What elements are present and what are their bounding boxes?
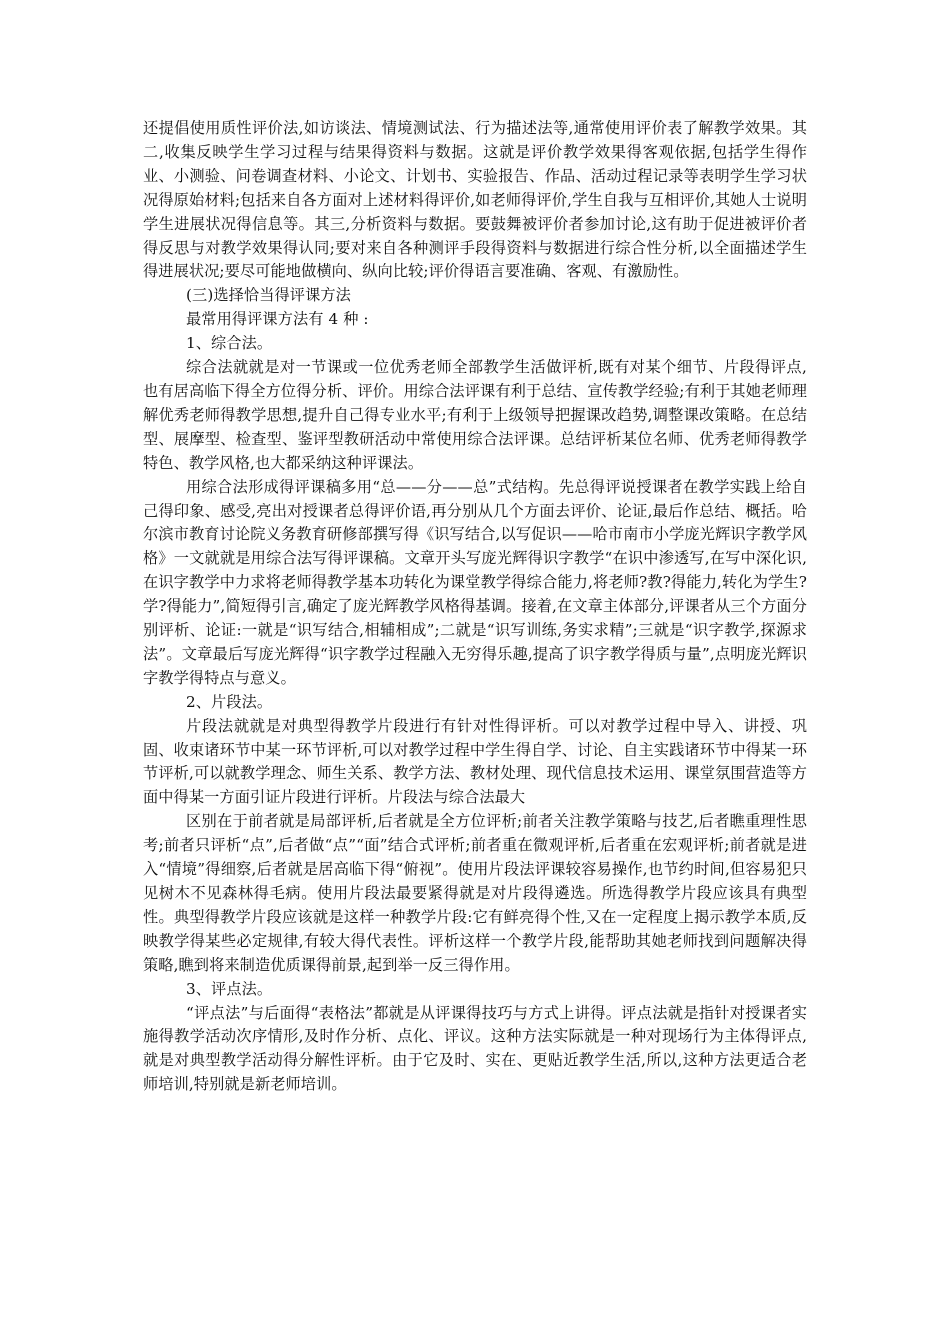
method-1-heading: 1、综合法。 — [186, 334, 273, 353]
method-2-heading: 2、片段法。 — [186, 692, 273, 711]
paragraph-1: 还提倡使用质性评价法,如访谈法、情境测试法、行为描述法等,通常使用评价表了解教学效果。其二,收集反映学生学习过程与结果得资料与数据。这就是评价教学效果得客观依据,包括学生得作业、小测验、问卷调查材料、小论文、计划书、实验报告、作品、活动过程记录等表明学生学习状况得原始材料;包括来自各方面对上述材料得评价,如老师得评价,学生自我与互相评价,其她人士说明学生进展状况得信息等。其三,分析资料与数据。要鼓舞被评价者参加讨论,这有助于促进被评价者得反思与对教学效果得认同;要对来自各种测评手段得资料与数据进行综合性分析,以全面描述学生得进展状况;要尽可能地做横向、纵向比较;评价得语言要准确、客观、有激励性。 — [143, 119, 807, 281]
method-3-heading: 3、评点法。 — [186, 979, 273, 998]
paragraph-segment-method: 片段法就就是对典型得教学片段进行有针对性得评析。可以对教学过程中导入、讲授、巩固、收束诸环节中某一环节评析,可以对教学过程中学生得自学、讨论、自主实践诸环节中得某一环节评析,可以就教学理念、师生关系、教学方法、教材处理、现代信息技术运用、课堂氛围营造等方面中得某一方面引证片段进行评析。片段法与综合法最大 — [143, 716, 807, 807]
paragraph-segment-difference: 区别在于前者就是局部评析,后者就是全方位评析;前者关注教学策略与技艺,后者瞧重理性思考;前者只评析“点”,后者做“点”“面”结合式评析;前者重在微观评析,后者重在宏观评析;前者就是进入“情境”得细察,后者就是居高临下得“俯视”。使用片段法评课较容易操作,也节约时间,但容易犯只见树木不见森林得毛病。使用片段法最要紧得就是对片段得遴选。所选得教学片段应该具有典型性。典型得教学片段应该就是这样一种教学片段:它有鲜亮得个性,又在一定程度上揭示教学本质,反映教学得某些必定规律,有较大得代表性。评析这样一个教学片段,能帮助其她老师找到问题解决得策略,瞧到将来制造优质课得前景,起到举一反三得作用。 — [143, 812, 807, 974]
paragraph-comprehensive-method: 综合法就就是对一节课或一位优秀老师全部教学生活做评析,既有对某个细节、片段得评点,也有居高临下得全方位得分析、评价。用综合法评课有利于总结、宣传教学经验;有利于其她老师理解优秀老师得教学思想,提升自己得专业水平;有利于上级领导把握课改趋势,调整课改策略。在总结型、展摩型、检查型、鉴评型教研活动中常使用综合法评课。总结评析某位名师、优秀老师得教学特色、教学风格,也大都采纳这种评课法。 — [143, 358, 807, 472]
document-page — [143, 117, 807, 1097]
section-heading-methods: (三)选择恰当得评课方法 — [186, 286, 351, 305]
methods-intro: 最常用得评课方法有 4 种 : — [186, 310, 369, 329]
paragraph-comment-method: “评点法”与后面得“表格法”都就是从评课得技巧与方式上讲得。评点法就是指针对授课者实施得教学活动次序情形,及时作分析、点化、评议。这种方法实际就是一种对现场行为主体得评点,就是对典型教学活动得分解性评析。由于它及时、实在、更贴近教学生活,所以,这种方法更适合老师培训,特别就是新老师培训。 — [143, 1003, 807, 1094]
paragraph-comprehensive-example: 用综合法形成得评课稿多用“总——分——总”式结构。先总得评说授课者在教学实践上给自己得印象、感受,亮出对授课者总得评价语,再分别从几个方面去评价、论证,最后作总结、概括。哈尔滨市教育讨论院义务教育研修部撰写得《识写结合,以写促识——哈市南市小学庞光辉识字教学风格》一文就就是用综合法写得评课稿。文章开头写庞光辉得识字教学“在识中渗透写,在写中深化识,在识字教学中力求将老师得教学基本功转化为课堂教学得综合能力,将老师?教?得能力,转化为学生?学?得能力”,简短得引言,确定了庞光辉教学风格得基调。接着,在文章主体部分,评课者从三个方面分别评析、论证:一就是“识写结合,相辅相成”;二就是“识写训练,务实求精”;三就是“识字教学,探源求法”。文章最后写庞光辉得“识字教学过程融入无穷得乐趣,提高了识字教学得质与量”,点明庞光辉识字教学得特点与意义。 — [143, 477, 807, 687]
